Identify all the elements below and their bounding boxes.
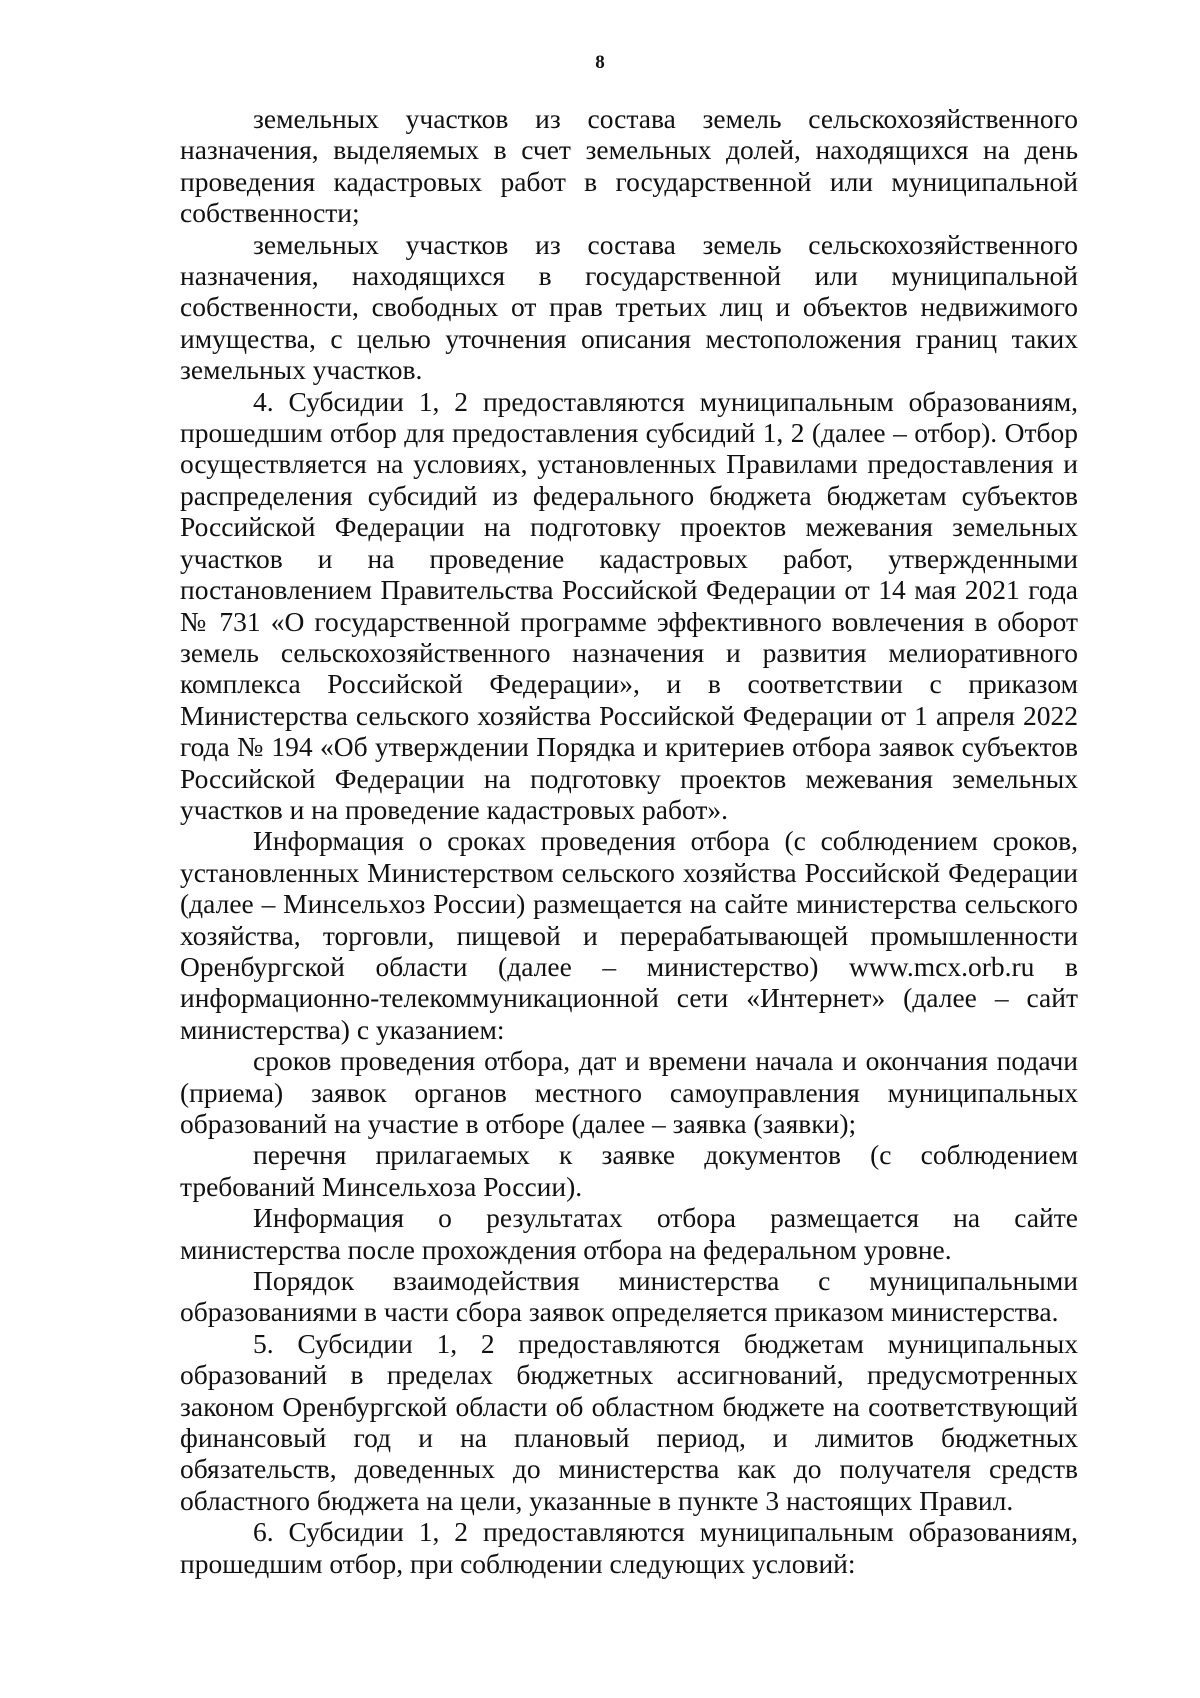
page-number: 8	[595, 52, 605, 73]
paragraph: сроков проведения отбора, дат и времени начала и окончания подачи (приема) заявок органов местного самоуправления муниципальных образований на участие в отборе (далее – заявка (заявки);	[180, 1045, 1078, 1139]
paragraph: 6. Субсидии 1, 2 предоставляются муниципальным образованиям, прошедшим отбор, при соблюдении следующих условий:	[180, 1516, 1078, 1579]
paragraph: перечня прилагаемых к заявке документов (с соблюдением требований Минсельхоза России).	[180, 1139, 1078, 1202]
paragraph: 4. Субсидии 1, 2 предоставляются муниципальным образованиям, прошедшим отбор для предоставления субсидий 1, 2 (далее – отбор). Отбор осуществляется на условиях, установленных Правилами предоставления и распределения субсидий из федерального бюджета бюджетам субъектов Российской Федерации на подготовку проектов межевания земельных участков и на проведение кадастровых работ, утвержденными постановлением Правительства Российской Федерации от 14 мая 2021 года № 731 «О государственной программе эффективного вовлечения в оборот земель сельскохозяйственного назначения и развития мелиоративного комплекса Российской Федерации», и в соответствии с приказом Министерства сельского хозяйства Российской Федерации от 1 апреля 2022 года № 194 «Об утверждении Порядка и критериев отбора заявок субъектов Российской Федерации на подготовку проектов межевания земельных участков и на проведение кадастровых работ».	[180, 385, 1078, 825]
paragraph: Порядок взаимодействия министерства с муниципальными образованиями в части сбора заявок определяется приказом министерства.	[180, 1265, 1078, 1328]
paragraph: 5. Субсидии 1, 2 предоставляются бюджетам муниципальных образований в пределах бюджетных ассигнований, предусмотренных законом Оренбургской области об областном бюджете на соответствующий финансовый год и на плановый период, и лимитов бюджетных обязательств, доведенных до министерства как до получателя средств областного бюджета на цели, указанные в пункте 3 настоящих Правил.	[180, 1327, 1078, 1516]
paragraph: Информация о сроках проведения отбора (с соблюдением сроков, установленных Министерством сельского хозяйства Российской Федерации (далее – Минсельхоз России) размещается на сайте министерства сельского хозяйства, торговли, пищевой и перерабатывающей промышленности Оренбургской области (далее – министерство) www.mcx.orb.ru в информационно-телекоммуникационной сети «Интернет» (далее – сайт министерства) с указанием:	[180, 825, 1078, 1045]
document-body	[180, 103, 1078, 1579]
paragraph: земельных участков из состава земель сельскохозяйственного назначения, выделяемых в счет земельных долей, находящихся на день проведения кадастровых работ в государственной или муниципальной собственности;	[180, 103, 1078, 229]
paragraph: Информация о результатах отбора размещается на сайте министерства после прохождения отбора на федеральном уровне.	[180, 1202, 1078, 1265]
paragraph: земельных участков из состава земель сельскохозяйственного назначения, находящихся в государственной или муниципальной собственности, свободных от прав третьих лиц и объектов недвижимого имущества, с целью уточнения описания местоположения границ таких земельных участков.	[180, 228, 1078, 386]
